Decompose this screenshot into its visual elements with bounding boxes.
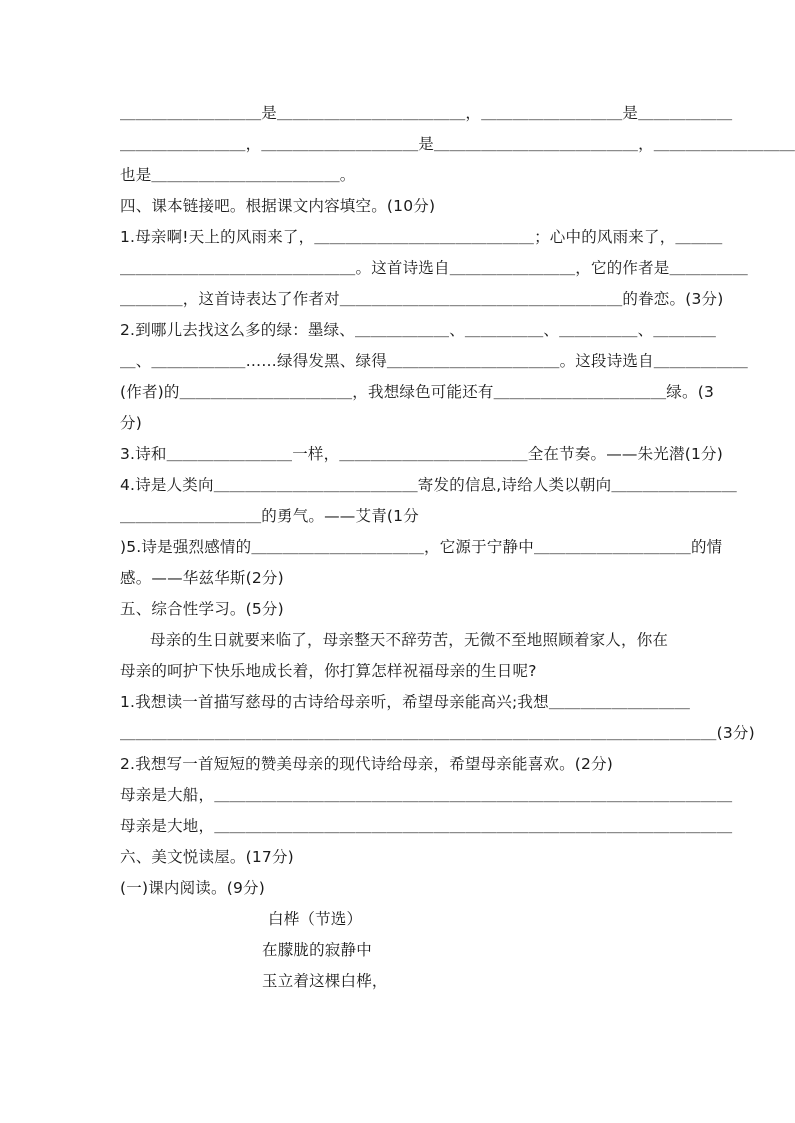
poem-line: 玉立着这棵白桦， xyxy=(262,972,388,990)
question-line: ＿＿＿＿＿＿＿＿＿的勇气。——艾青(1分 xyxy=(120,507,419,525)
section-heading-5: 五、综合性学习。(5分) xyxy=(120,600,284,618)
paragraph-line: 母亲的生日就要来临了，母亲整天不辞劳苦，无微不至地照顾着家人，你在 xyxy=(150,631,669,649)
question-line: 分) xyxy=(120,414,142,432)
question-line: 3.诗和＿＿＿＿＿＿＿＿一样，＿＿＿＿＿＿＿＿＿＿＿＿全在节奏。——朱光潜(1分) xyxy=(120,445,723,463)
question-line: ＿＿＿＿＿＿＿＿＿＿＿＿＿＿＿。这首诗选自＿＿＿＿＿＿＿＿，它的作者是＿＿＿＿＿ xyxy=(120,259,749,277)
question-line: ＿、＿＿＿＿＿＿……绿得发黑、绿得＿＿＿＿＿＿＿＿＿＿＿。这段诗选自＿＿＿＿＿＿ xyxy=(120,352,749,370)
question-line: )5.诗是强烈感情的＿＿＿＿＿＿＿＿＿＿＿，它源于宁静中＿＿＿＿＿＿＿＿＿＿的情 xyxy=(120,538,723,556)
blank-line: ＿＿＿＿＿＿＿＿＿是＿＿＿＿＿＿＿＿＿＿＿＿，＿＿＿＿＿＿＿＿＿是＿＿＿＿＿＿ xyxy=(120,104,733,122)
question-line: 1.母亲啊!天上的风雨来了，＿＿＿＿＿＿＿＿＿＿＿＿＿＿；心中的风雨来了，＿＿＿ xyxy=(120,228,723,246)
section-heading-6: 六、美文悦读屋。(17分) xyxy=(120,848,294,866)
question-line: ＿＿＿＿＿＿＿＿＿＿＿＿＿＿＿＿＿＿＿＿＿＿＿＿＿＿＿＿＿＿＿＿＿＿＿＿＿＿(3分) xyxy=(120,724,755,742)
answer-line: 母亲是大地，＿＿＿＿＿＿＿＿＿＿＿＿＿＿＿＿＿＿＿＿＿＿＿＿＿＿＿＿＿＿＿＿＿ xyxy=(120,817,733,835)
answer-line: 母亲是大船，＿＿＿＿＿＿＿＿＿＿＿＿＿＿＿＿＿＿＿＿＿＿＿＿＿＿＿＿＿＿＿＿＿ xyxy=(120,786,733,804)
document-body xyxy=(120,98,795,997)
poem-line: 在朦胧的寂静中 xyxy=(262,941,372,959)
question-line: 4.诗是人类向＿＿＿＿＿＿＿＿＿＿＿＿＿寄发的信息,诗给人类以朝向＿＿＿＿＿＿＿＿ xyxy=(120,476,737,494)
question-line: 1.我想读一首描写慈母的古诗给母亲听，希望母亲能高兴;我想＿＿＿＿＿＿＿＿＿ xyxy=(120,693,691,711)
section-heading-4: 四、课本链接吧。根据课文内容填空。(10分) xyxy=(120,197,436,215)
question-line: ＿＿＿＿，这首诗表达了作者对＿＿＿＿＿＿＿＿＿＿＿＿＿＿＿＿＿＿的眷恋。(3分) xyxy=(120,290,724,308)
blank-line: 也是＿＿＿＿＿＿＿＿＿＿＿＿。 xyxy=(120,166,356,184)
question-line: 感。——华兹华斯(2分) xyxy=(120,569,284,587)
poem-title: 白桦（节选） xyxy=(268,910,363,928)
blank-line: ＿＿＿＿＿＿＿＿，＿＿＿＿＿＿＿＿＿＿是＿＿＿＿＿＿＿＿＿＿＿＿＿，＿＿＿＿＿＿＿＿＿ xyxy=(120,135,795,153)
question-line: 2.我想写一首短短的赞美母亲的现代诗给母亲，希望母亲能喜欢。(2分) xyxy=(120,755,614,773)
paragraph-line: 母亲的呵护下快乐地成长着，你打算怎样祝福母亲的生日呢? xyxy=(120,662,537,680)
subsection-heading: (一)课内阅读。(9分) xyxy=(120,879,265,897)
question-line: (作者)的＿＿＿＿＿＿＿＿＿＿＿，我想绿色可能还有＿＿＿＿＿＿＿＿＿＿＿绿。(3 xyxy=(120,383,715,401)
question-line: 2.到哪儿去找这么多的绿：墨绿、＿＿＿＿＿＿、＿＿＿＿＿、＿＿＿＿＿、＿＿＿＿ xyxy=(120,321,717,339)
